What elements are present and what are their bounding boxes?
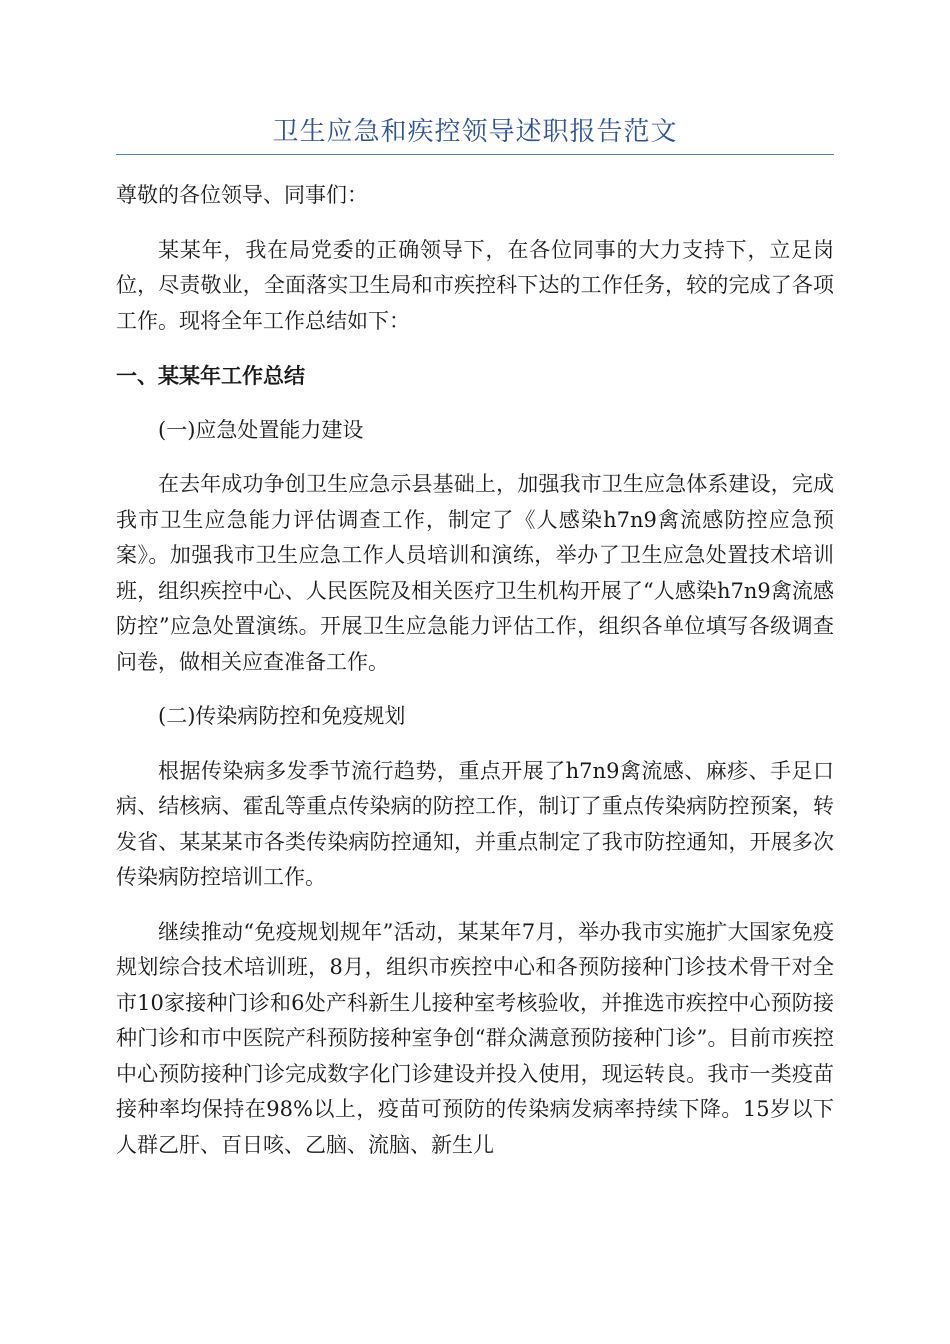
subsection-2-paragraph-1: 根据传染病多发季节流行趋势，重点开展了h7n9禽流感、麻疹、手足口病、结核病、霍乱等重点传染病的防控工作，制订了重点传染病防控预案，转发省、某某某市各类传染病防控通知，并重点制定了我市防控通知，开展多次传染病防控培训工作。 [116, 758, 834, 889]
document-body [116, 178, 834, 1182]
salutation: 尊敬的各位领导、同事们： [116, 183, 368, 207]
title-underline [116, 154, 834, 155]
intro-paragraph: 某某年，我在局党委的正确领导下，在各位同事的大力支持下，立足岗位，尽责敬业，全面落实卫生局和市疾控科下达的工作任务，较的完成了各项工作。现将全年工作总结如下： [116, 237, 834, 333]
section-heading-1: 一、某某年工作总结 [116, 363, 305, 388]
subsection-heading-2: (二)传染病防控和免疫规划 [158, 704, 406, 728]
subsection-2-paragraph-2: 继续推动“免疫规划规年”活动，某某年7月，举办我市实施扩大国家免疫规划综合技术培训班，8月，组织市疾控中心和各预防接种门诊技术骨干对全市10家接种门诊和6处产科新生儿接种室考核验收，并推选市疾控中心预防接种门诊和市中医院产科预防接种室争创“群众满意预防接种门诊”。目前市疾控中心预防接种门诊完成数字化门诊建设并投入使用，现运转良。我市一类疫苗接种率均保持在98%以上，疫苗可预防的传染病发病率持续下降。15岁以下人群乙肝、百日咳、乙脑、流脑、新生儿 [116, 919, 834, 1157]
document-title: 卫生应急和疾控领导述职报告范文 [272, 117, 678, 147]
subsection-1-paragraph: 在去年成功争创卫生应急示县基础上，加强我市卫生应急体系建设，完成我市卫生应急能力评估调查工作，制定了《人感染h7n9禽流感防控应急预案》。加强我市卫生应急工作人员培训和演练，举办了卫生应急处置技术培训班，组织疾控中心、人民医院及相关医疗卫生机构开展了“人感染h7n9禽流感防控”应急处置演练。开展卫生应急能力评估工作，组织各单位填写各级调查问卷，做相关应查准备工作。 [116, 472, 834, 674]
subsection-heading-1: (一)应急处置能力建设 [158, 417, 364, 442]
